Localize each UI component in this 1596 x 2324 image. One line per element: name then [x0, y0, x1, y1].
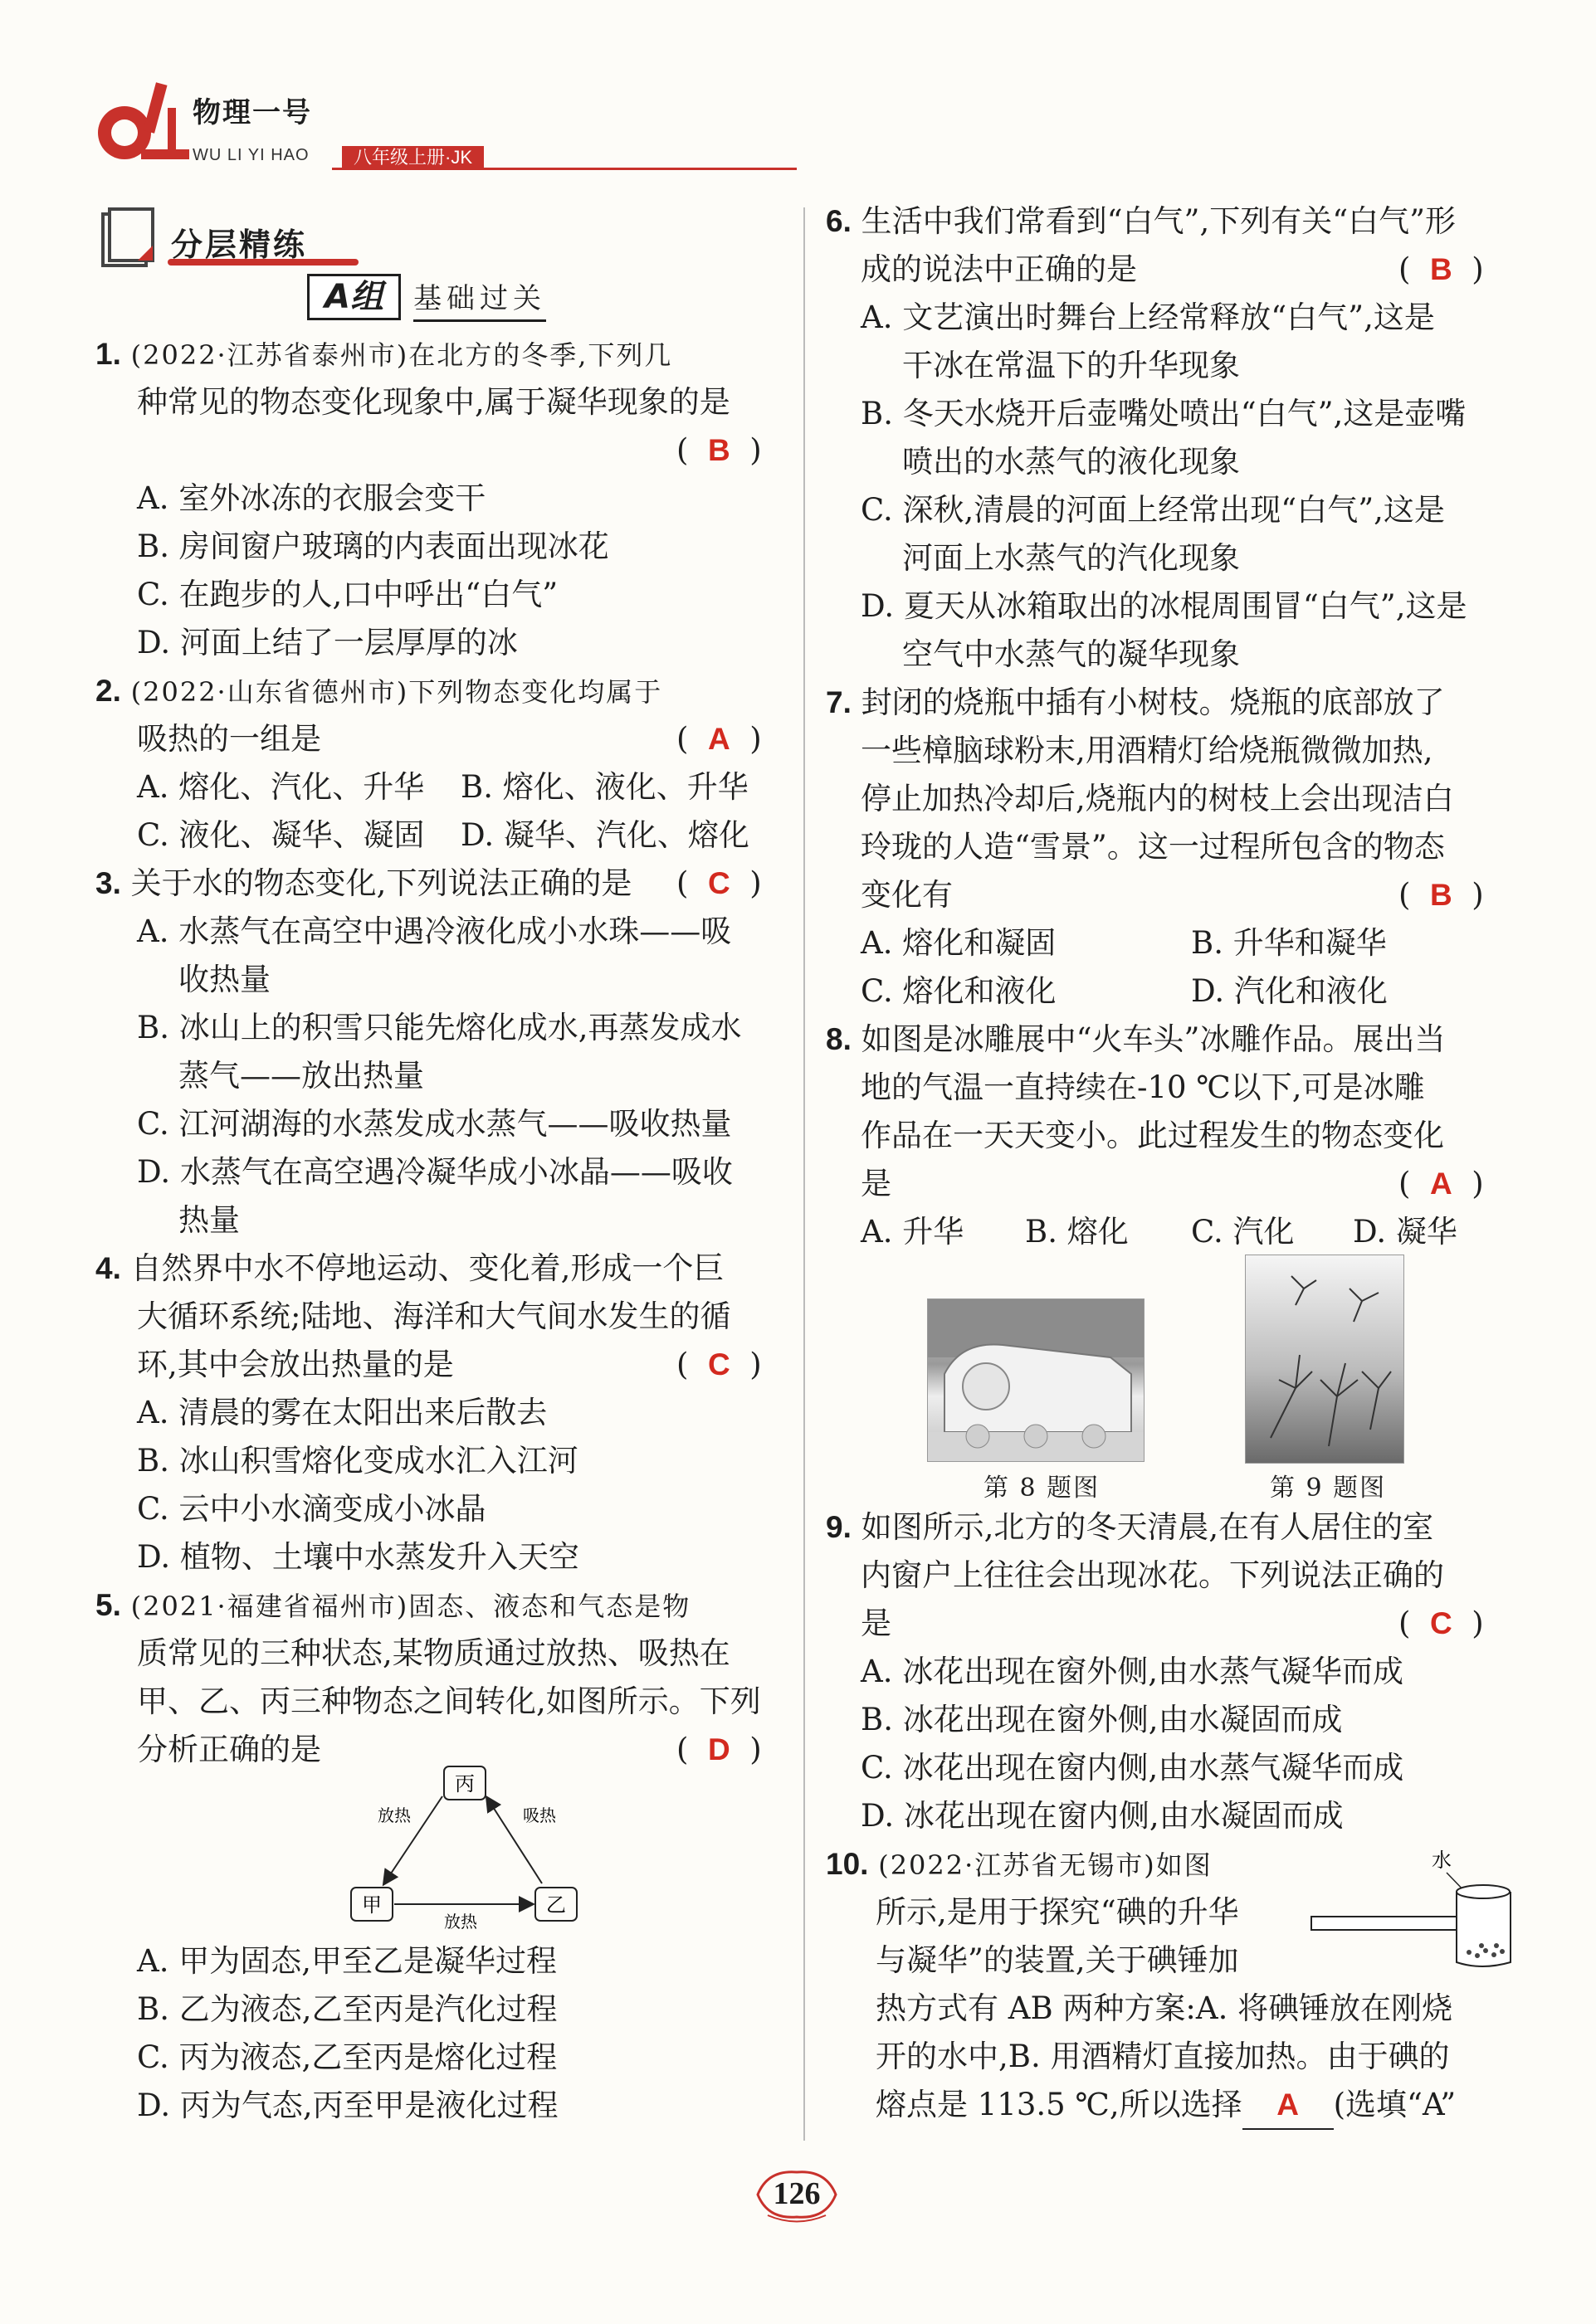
brand-title: 物理一号	[193, 96, 312, 129]
option-c: C. 液化、凝华、凝固	[137, 817, 425, 853]
option-b: B. 冰山上的积雪只能先熔化成水,再蒸发成水	[137, 1010, 742, 1045]
question-number: 7.	[826, 685, 852, 719]
option-b-cont: 喷出的水蒸气的液化现象	[902, 444, 1240, 480]
answer-value: B	[1429, 878, 1452, 912]
question-stem-line: 变化有	[861, 877, 953, 913]
question-number: 8.	[826, 1022, 852, 1056]
group-subtitle: 基础过关	[413, 278, 546, 322]
question-stem-line: 甲、乙、丙三种物态之间转化,如图所示。下列	[137, 1683, 761, 1719]
state-label-right: 乙	[546, 1893, 566, 1917]
question-stem-line: 分析正确的是	[137, 1732, 321, 1767]
ice-flower-image	[1246, 1255, 1403, 1463]
option-c: C. 在跑步的人,口中呼出“白气”	[137, 577, 559, 612]
question-stem: 生活中我们常看到“白气”,下列有关“白气”形	[861, 203, 1457, 239]
question-number: 10.	[826, 1847, 869, 1881]
question-stem-line: 一些樟脑球粉末,用酒精灯给烧瓶微微加热,	[861, 733, 1433, 768]
option-c: C. 冰花出现在窗内侧,由水蒸气凝华而成	[861, 1750, 1404, 1786]
option-b: B. 熔化	[1025, 1214, 1129, 1250]
option-a-cont: 收热量	[178, 962, 271, 997]
question-stem-line: 与凝华”的装置,关于碘锤加	[876, 1942, 1239, 1978]
answer-slot: ( D )	[676, 1732, 762, 1767]
brand-pinyin: WU LI YI HAO	[193, 146, 310, 164]
question-stem-line: 质常见的三种状态,某物质通过放热、吸热在	[137, 1635, 730, 1671]
answer-value: C	[707, 866, 730, 900]
option-b: B. 冬天水烧开后壶嘴处喷出“白气”,这是壶嘴	[861, 396, 1467, 431]
option-d: D. 河面上结了一层厚厚的冰	[137, 625, 518, 660]
question-stem-line: 吸热的一组是	[137, 721, 321, 757]
group-header	[307, 274, 546, 324]
state-label-top: 丙	[455, 1772, 475, 1795]
question-stem-line-fill	[876, 2081, 1456, 2130]
option-b: B. 冰山积雪熔化变成水汇入江河	[137, 1443, 578, 1479]
beaker-rim	[1457, 1885, 1510, 1898]
option-d: D. 凝华	[1353, 1214, 1457, 1250]
window-frost-photo	[1245, 1255, 1404, 1464]
answer-value: A	[707, 722, 730, 756]
option-b: B. 冰花出现在窗外侧,由水凝固而成	[861, 1702, 1343, 1737]
question-stem-line: 开的水中,B. 用酒精灯直接加热。由于碘的	[876, 2039, 1450, 2074]
ice-train-sculpture-image	[928, 1299, 1144, 1461]
option-d: D. 凝华、汽化、熔化	[461, 817, 749, 853]
question-1	[95, 330, 672, 379]
option-a: A. 清晨的雾在太阳出来后散去	[137, 1395, 548, 1430]
question-stem-line: 玲珑的人造“雪景”。这一过程所包含的物态	[861, 829, 1445, 865]
question-stem: 关于水的物态变化,下列说法正确的是	[130, 865, 632, 901]
answer-value: B	[1429, 252, 1452, 286]
question-stem-line: 大循环系统;陆地、海洋和大气间水发生的循	[137, 1298, 731, 1334]
question-7	[826, 679, 1445, 726]
fill-blank	[1242, 2081, 1334, 2130]
option-a: A. 甲为固态,甲至乙是凝华过程	[137, 1943, 558, 1979]
figure-9-caption: 第 9 题图	[1270, 1474, 1387, 1503]
question-number: 6.	[826, 204, 852, 238]
group-badge: A组	[307, 274, 401, 320]
water-label: 水	[1432, 1849, 1452, 1872]
question-9	[826, 1503, 1433, 1551]
question-3	[95, 860, 632, 907]
label-release-heat-left: 放热	[378, 1805, 411, 1825]
question-8	[826, 1016, 1445, 1063]
answer-slot: ( A )	[676, 721, 762, 757]
option-a: A. 升华	[861, 1214, 964, 1250]
page-header	[83, 58, 1527, 174]
option-a: A. 文艺演出时舞台上经常释放“白气”,这是	[861, 300, 1435, 335]
question-stem: (2022·江苏省泰州市)在北方的冬季,下列几	[130, 339, 673, 371]
option-d: D. 夏天从冰箱取出的冰棍周围冒“白气”,这是	[861, 588, 1467, 624]
question-stem: (2022·江苏省无锡市)如图	[878, 1849, 1213, 1881]
question-stem-line: 环,其中会放出热量的是	[137, 1347, 454, 1382]
figure-8-caption: 第 8 题图	[983, 1474, 1101, 1503]
question-stem-line: 地的气温一直持续在-10 ℃以下,可是冰雕	[861, 1069, 1425, 1105]
question-6	[826, 197, 1456, 245]
question-number: 3.	[95, 866, 121, 900]
option-a-cont: 干冰在常温下的升华现象	[902, 348, 1240, 383]
answer-slot: ( C )	[1398, 1605, 1484, 1641]
state-cycle-diagram	[344, 1763, 585, 1929]
answer-slot: ( B )	[1398, 251, 1484, 287]
option-c: C. 熔化和液化	[861, 973, 1057, 1009]
option-a: A. 熔化和凝固	[861, 925, 1057, 961]
question-stem-line: 成的说法中正确的是	[861, 251, 1137, 287]
question-stem-line: 热方式有 AB 两种方案:A. 将碘锤放在刚烧	[876, 1990, 1453, 2026]
option-a: A. 冰花出现在窗外侧,由水蒸气凝华而成	[861, 1654, 1404, 1689]
question-stem-line: 是	[861, 1166, 891, 1201]
answer-value: C	[1429, 1606, 1452, 1640]
stem-text: (选填“A”	[1333, 2087, 1457, 2122]
label-release-heat-bottom: 放热	[444, 1912, 477, 1929]
section-banner	[98, 207, 364, 274]
answer-slot: ( A )	[1398, 1166, 1484, 1201]
iodine-hammer-apparatus	[1307, 1846, 1515, 1971]
question-stem: 如图所示,北方的冬天清晨,在有人居住的室	[861, 1509, 1434, 1545]
question-number: 2.	[95, 674, 121, 708]
beaker	[1457, 1892, 1511, 1966]
ice-train-sculpture-photo	[927, 1298, 1145, 1462]
question-stem: 封闭的烧瓶中插有小树枝。烧瓶的底部放了	[861, 685, 1445, 720]
question-stem: (2021·福建省福州市)固态、液态和气态是物	[130, 1591, 691, 1622]
question-stem-line: 是	[861, 1605, 891, 1641]
option-d: D. 冰花出现在窗内侧,由水凝固而成	[861, 1798, 1344, 1834]
question-number: 9.	[826, 1510, 852, 1544]
option-d-cont: 热量	[178, 1202, 240, 1238]
option-b: B. 房间窗户玻璃的内表面出现冰花	[137, 529, 609, 564]
answer-slot: ( B )	[676, 432, 762, 468]
answer-value: D	[707, 1732, 730, 1766]
option-b-cont: 蒸气——放出热量	[178, 1058, 424, 1094]
option-a: A. 熔化、汽化、升华	[137, 769, 425, 805]
section-title: 分层精练	[171, 227, 308, 263]
question-stem-line: 所示,是用于探究“碘的升华	[876, 1894, 1239, 1930]
option-a: A. 水蒸气在高空中遇冷液化成小水珠——吸	[137, 914, 732, 949]
option-d: D. 丙为气态,丙至甲是液化过程	[137, 2088, 559, 2123]
question-number: 5.	[95, 1588, 121, 1622]
question-10	[826, 1840, 1213, 1889]
answer-slot: ( C )	[676, 1347, 762, 1382]
option-c: C. 汽化	[1191, 1214, 1295, 1250]
answer-value: C	[707, 1347, 730, 1381]
question-stem: (2022·山东省德州市)下列物态变化均属于	[130, 676, 663, 708]
question-number: 4.	[95, 1251, 121, 1285]
option-b: B. 升华和凝华	[1191, 925, 1387, 961]
grade-tag: 八年级上册·JK	[342, 146, 484, 169]
microscope-logo-icon	[91, 75, 191, 166]
practice-book-icon	[98, 207, 158, 272]
answer-value: A	[1429, 1167, 1452, 1201]
answer-value: A	[1276, 2088, 1299, 2122]
question-number: 1.	[95, 337, 121, 371]
option-c: C. 云中小水滴变成小冰晶	[137, 1491, 486, 1527]
iodine-hammer-tube	[1311, 1917, 1457, 1930]
option-d: D. 汽化和液化	[1191, 973, 1388, 1009]
stem-text: 熔点是 113.5 ℃,所以选择	[876, 2087, 1242, 2122]
option-c: C. 江河湖海的水蒸发成水蒸气——吸收热量	[137, 1106, 732, 1142]
label-absorb-heat: 吸热	[523, 1805, 556, 1825]
question-2	[95, 667, 662, 716]
option-c: C. 丙为液态,乙至丙是熔化过程	[137, 2039, 558, 2075]
answer-slot: ( B )	[1398, 877, 1484, 913]
question-stem-line: 作品在一天天变小。此过程发生的物态变化	[861, 1118, 1444, 1153]
question-stem-line: 停止加热冷却后,烧瓶内的树枝上会出现洁白	[861, 781, 1454, 816]
question-stem-line: 种常见的物态变化现象中,属于凝华现象的是	[137, 384, 730, 420]
option-d: D. 水蒸气在高空遇冷凝华成小冰晶——吸收	[137, 1154, 733, 1190]
option-b: B. 乙为液态,乙至丙是汽化过程	[137, 1991, 558, 2027]
question-stem: 如图是冰雕展中“火车头”冰雕作品。展出当	[861, 1021, 1446, 1057]
state-label-left: 甲	[362, 1893, 382, 1917]
page-number-text: 126	[773, 2176, 821, 2211]
question-5	[95, 1581, 691, 1630]
question-stem: 自然界中水不停地运动、变化着,形成一个巨	[130, 1250, 725, 1286]
option-c-cont: 河面上水蒸气的汽化现象	[902, 540, 1240, 576]
option-a: A. 室外冰冻的衣服会变干	[137, 480, 486, 516]
question-stem-line: 内窗户上往往会出现冰花。下列说法正确的	[861, 1557, 1444, 1593]
question-4	[95, 1245, 724, 1292]
column-divider	[803, 207, 805, 2141]
page-number	[751, 2166, 842, 2224]
option-d: D. 植物、土壤中水蒸发升入天空	[137, 1539, 579, 1575]
option-c: C. 深秋,清晨的河面上经常出现“白气”,这是	[861, 492, 1445, 528]
answer-value: B	[707, 433, 730, 467]
answer-slot: ( C )	[676, 865, 762, 901]
option-d-cont: 空气中水蒸气的凝华现象	[902, 636, 1240, 672]
option-b: B. 熔化、液化、升华	[461, 769, 749, 805]
